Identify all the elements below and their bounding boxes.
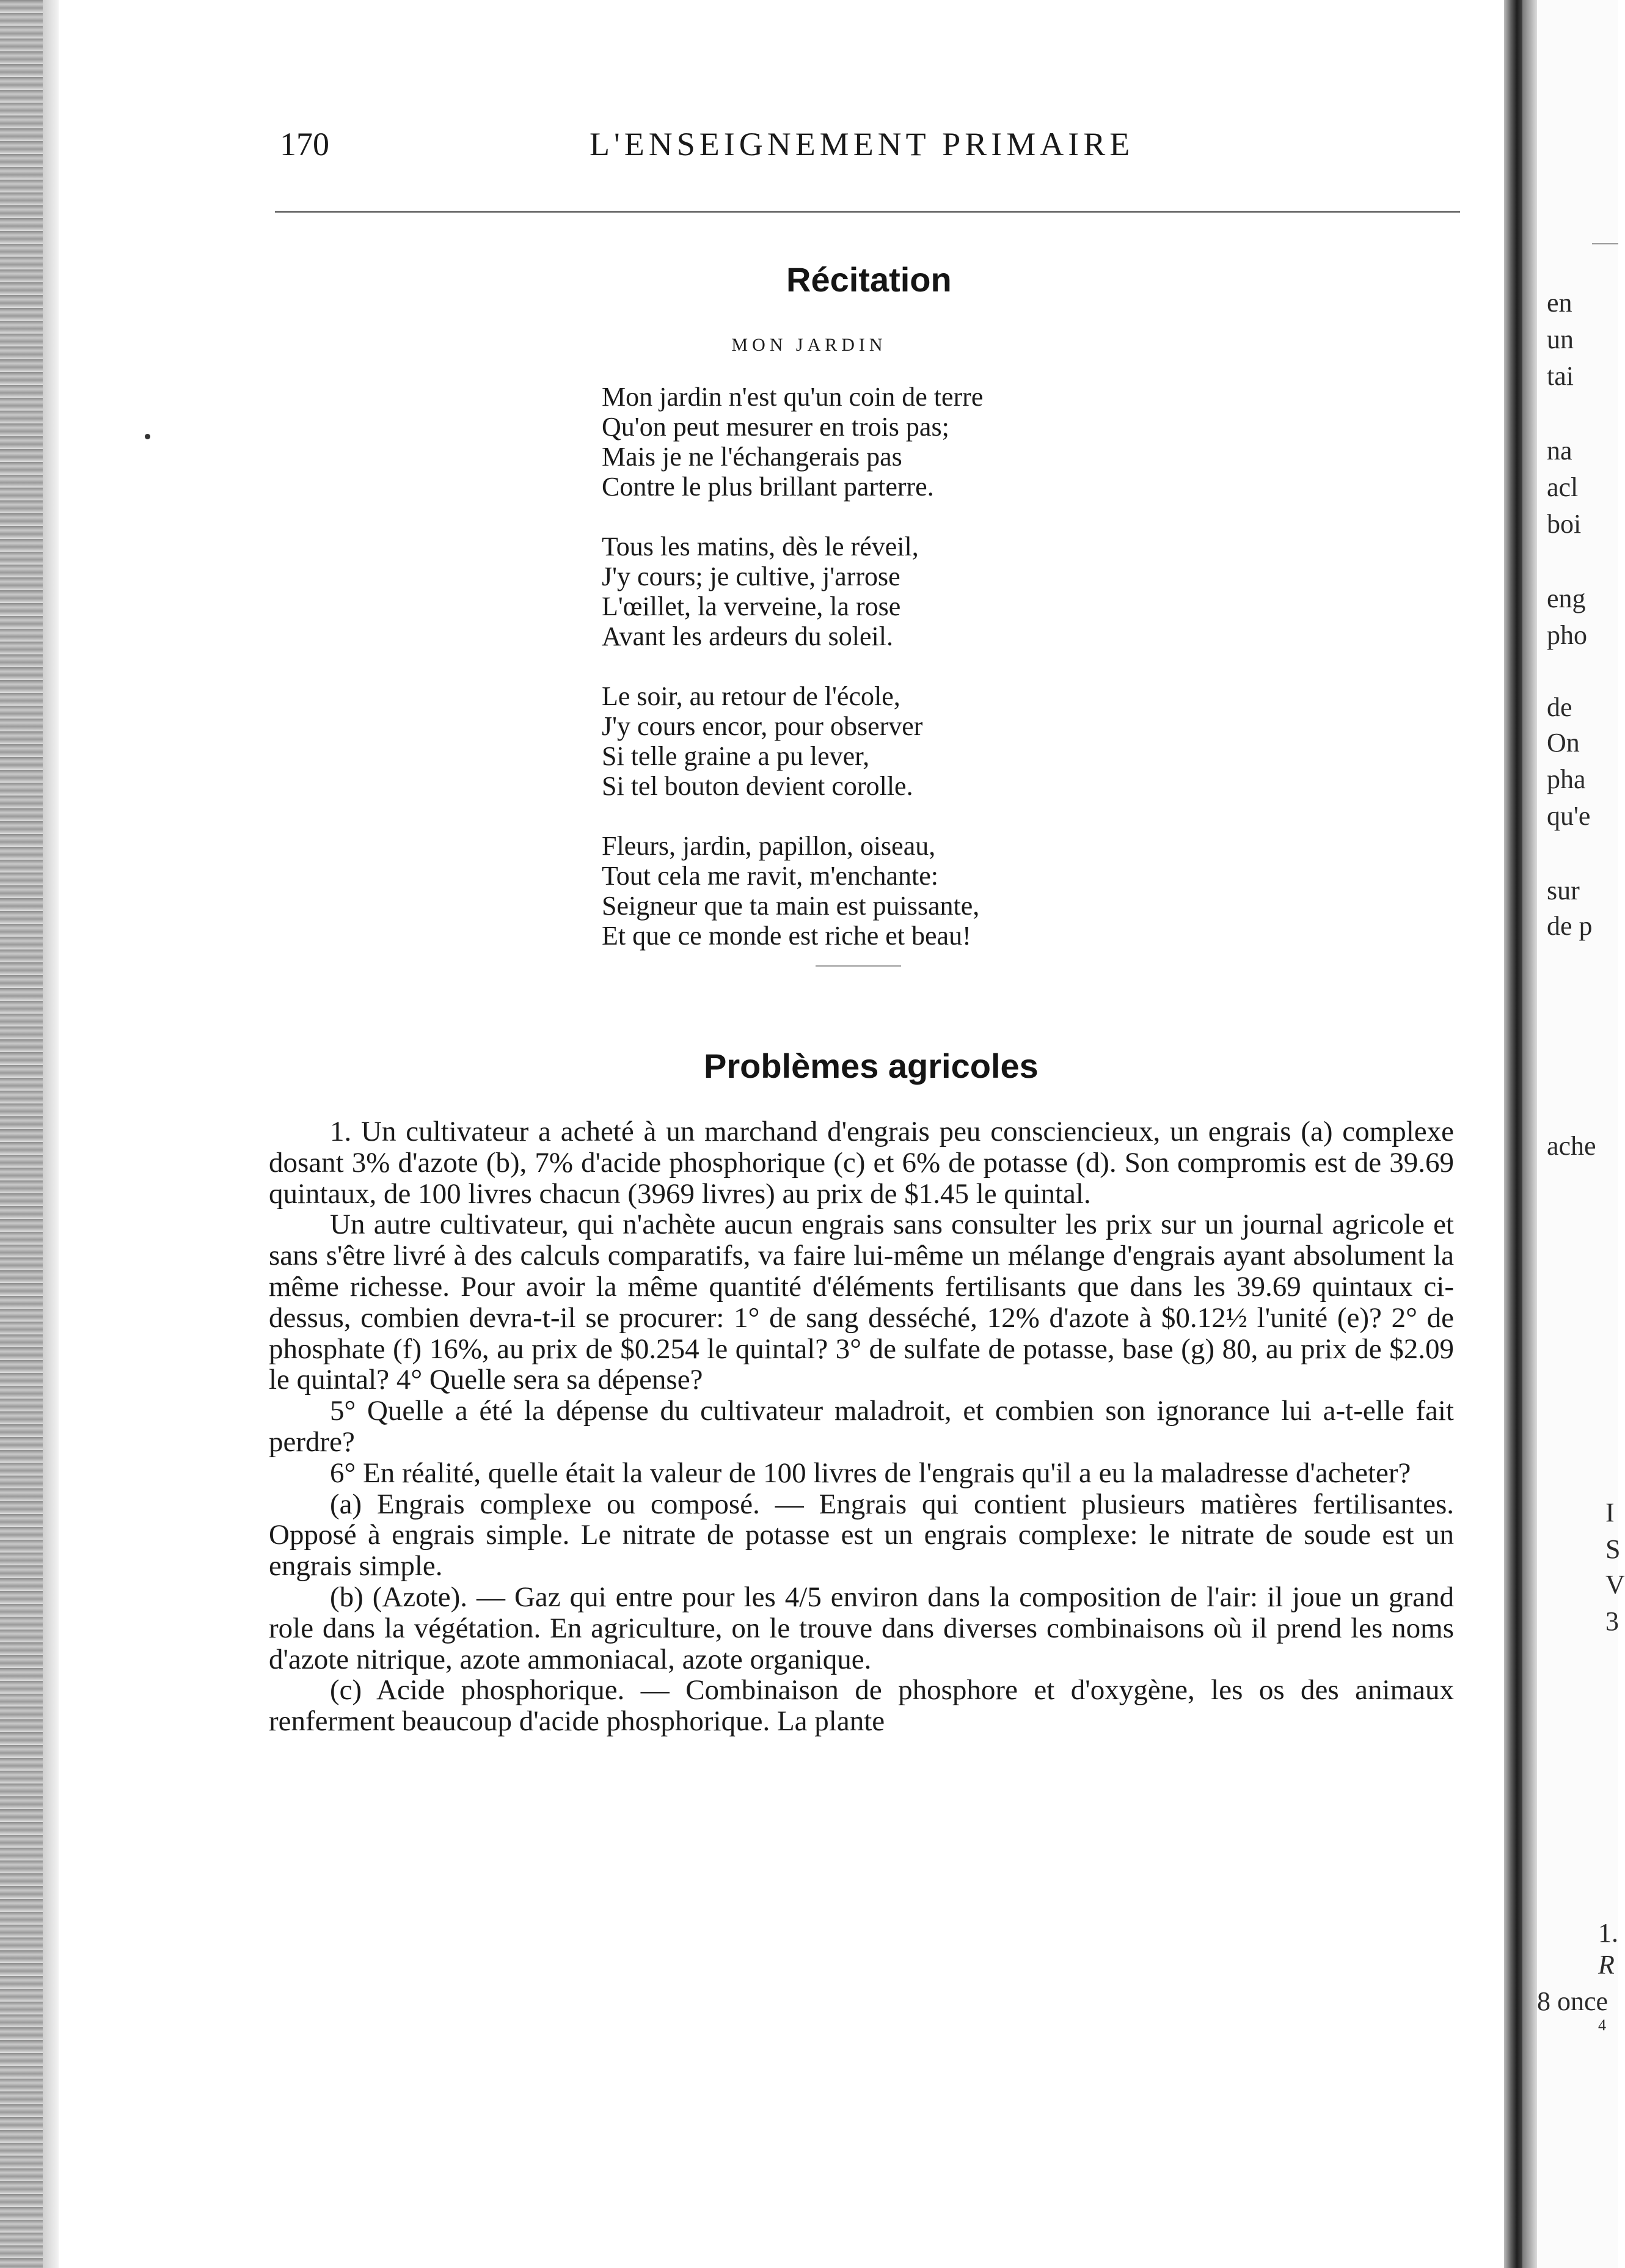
- poem-line: Mais je ne l'échangerais pas: [602, 442, 902, 472]
- facing-fragment: 1.: [1598, 1918, 1618, 1948]
- facing-fragment: un: [1547, 324, 1574, 354]
- poem-stanza: [602, 831, 983, 951]
- facing-fragment: eng: [1547, 583, 1586, 613]
- problem-paragraph: 5° Quelle a été la dépense du cultivateur maladroit, et combien son ignorance lui a-t-elle fait perdre?: [269, 1395, 1454, 1458]
- poem-line: Tous les matins, dès le réveil,: [602, 532, 919, 562]
- running-title: L'ENSEIGNEMENT PRIMAIRE: [590, 126, 1134, 163]
- poem-line: Seigneur que ta main est puissante,: [602, 891, 980, 921]
- facing-fragment: de p: [1547, 911, 1593, 941]
- facing-page-rule: [1592, 243, 1618, 244]
- facing-fragment: I: [1605, 1498, 1615, 1527]
- facing-fragment: acl: [1547, 472, 1579, 502]
- poem-stanza: [602, 681, 983, 801]
- footnote-paragraph: (b) (Azote). — Gaz qui entre pour les 4/5 environ dans la composition de l'air: il joue un grand role dans la végétation. En agriculture, on le trouve dans diverses combinaisons où il prend les noms d'azote nitrique, azote ammoniacal, azote organique.: [269, 1581, 1454, 1675]
- facing-fragment: na: [1547, 436, 1572, 466]
- poem-line: Avant les ardeurs du soleil.: [602, 621, 893, 651]
- poem-line: Tout cela me ravit, m'enchante:: [602, 861, 938, 891]
- facing-fragment: qu'e: [1547, 801, 1591, 831]
- recitation-title: Récitation: [786, 260, 952, 299]
- poem-title: MON JARDIN: [731, 335, 887, 355]
- poem-line: Et que ce monde est riche et beau!: [602, 921, 971, 951]
- poem-line: Le soir, au retour de l'école,: [602, 681, 900, 711]
- poem-line: Fleurs, jardin, papillon, oiseau,: [602, 831, 936, 861]
- poem: [602, 382, 983, 981]
- speck: [145, 434, 150, 439]
- facing-fragment: 3: [1605, 1606, 1619, 1636]
- poem-stanza: [602, 532, 983, 651]
- facing-fragment: V: [1605, 1570, 1625, 1600]
- gutter-shadow: [1522, 0, 1537, 2268]
- poem-line: J'y cours encor, pour observer: [602, 711, 923, 741]
- page-number: 170: [280, 126, 329, 163]
- facing-fragment: en: [1547, 288, 1572, 318]
- facing-fragment: On: [1547, 728, 1580, 758]
- poem-line: Qu'on peut mesurer en trois pas;: [602, 412, 949, 442]
- facing-fragment: R: [1598, 1950, 1615, 1980]
- facing-fragment: 8 once: [1537, 1986, 1609, 2016]
- facing-page: [1537, 0, 1625, 2268]
- problem-paragraph: 1. Un cultivateur a acheté à un marchand d'engrais peu consciencieux, un engrais (a) complexe dosant 3% d'azote (b), 7% d'acide phosphorique (c) et 6% de potasse (d). Son compromis est de 39.69 quintaux, de 100 livres chacun (3969 livres) au prix de $1.45 le quintal.: [269, 1116, 1454, 1210]
- problem-paragraph: 6° En réalité, quelle était la valeur de 100 livres de l'engrais qu'il a eu la maladresse d'acheter?: [330, 1457, 1411, 1489]
- facing-fragment: tai: [1547, 361, 1574, 391]
- header-rule: [275, 211, 1460, 213]
- facing-fragment: de: [1547, 692, 1572, 722]
- poem-line: Si tel bouton devient corolle.: [602, 771, 913, 801]
- problem-paragraph: Un autre cultivateur, qui n'achète aucun engrais sans consulter les prix sur un journal agricole et sans s'être livré à des calculs comparatifs, va faire lui-même un mélange d'engrais ayant absolument la même richesse. Pour avoir la même quantité d'éléments fertilisants que dans les 39.69 quintaux ci-dessus, combien devra-t-il se procurer: 1° de sang desséché, 12% d'azote à $0.12½ l'unité (e)? 2° de phosphate (f) 16%, au prix de $0.254 le quintal? 3° de sulfate de potasse, base (g) 80, au prix de $2.09 le quintal? 4° Quelle sera sa dépense?: [269, 1209, 1454, 1396]
- facing-fragment: 4: [1598, 2016, 1606, 2034]
- footnote-paragraph: (c) Acide phosphorique. — Combinaison de phosphore et d'oxygène, les os des animaux renferment beaucoup d'acide phosphorique. La plante: [269, 1674, 1454, 1738]
- section-divider: [816, 965, 901, 967]
- facing-fragment: pha: [1547, 764, 1586, 794]
- problems-title: Problèmes agricoles: [704, 1047, 1039, 1085]
- book-gutter: [1504, 0, 1522, 2268]
- problems-body: [269, 1116, 1454, 1737]
- footnote-paragraph: (a) Engrais complexe ou composé. — Engrais qui contient plusieurs matières fertilisantes. Opposé à engrais simple. Le nitrate de potasse est un engrais complexe: le nitrate de soude est un engrais simple.: [269, 1488, 1454, 1582]
- facing-fragment: sur: [1547, 876, 1580, 905]
- poem-line: Mon jardin n'est qu'un coin de terre: [602, 382, 984, 412]
- facing-fragment: pho: [1547, 620, 1587, 650]
- poem-stanza: [602, 382, 983, 502]
- facing-fragment: S: [1605, 1534, 1621, 1564]
- facing-fragment: boi: [1547, 509, 1582, 539]
- poem-line: L'œillet, la verveine, la rose: [602, 591, 901, 621]
- facing-fragment: ache: [1547, 1131, 1596, 1161]
- poem-line: Si telle graine a pu lever,: [602, 741, 870, 771]
- poem-line: J'y cours; je cultive, j'arrose: [602, 562, 900, 591]
- poem-line: Contre le plus brillant parterre.: [602, 472, 934, 502]
